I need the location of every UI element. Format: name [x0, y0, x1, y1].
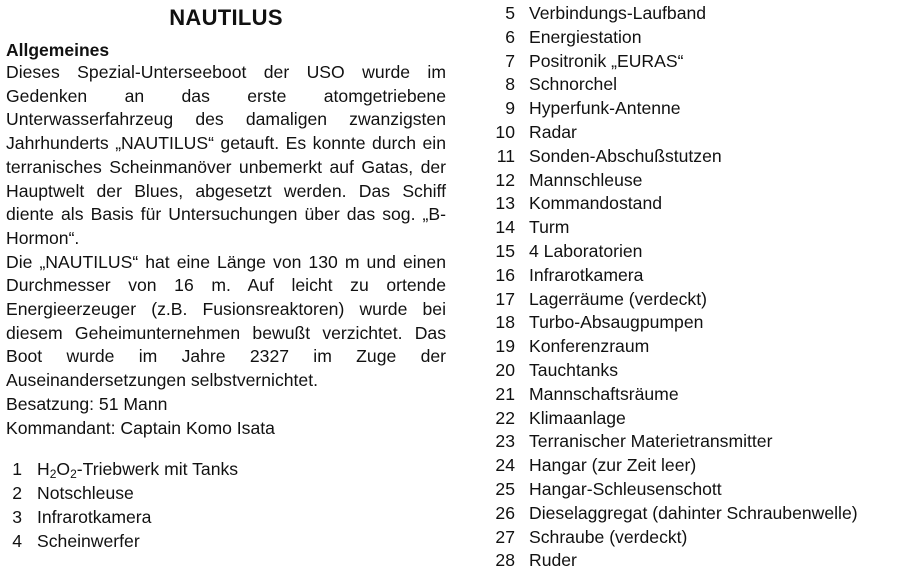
legend-number: 16	[495, 264, 515, 285]
legend-item	[483, 169, 919, 193]
legend-label: Energiestation	[529, 26, 642, 47]
legend-number: 21	[495, 383, 515, 404]
commander-info: Kommandant: Captain Komo Isata	[6, 417, 275, 438]
legend-label: 4 Laboratorien	[529, 240, 643, 261]
legend-item	[483, 216, 919, 240]
legend-number: 23	[495, 431, 515, 452]
legend-item	[6, 482, 446, 506]
legend-number: 25	[495, 478, 515, 499]
legend-item	[483, 502, 919, 526]
legend-label: Mannschleuse	[529, 169, 643, 190]
legend-item	[483, 335, 919, 359]
legend-item	[483, 240, 919, 264]
paragraph-specs: Die „NAUTILUS“ hat eine Länge von 130 m und einen Durchmesser von 16 m. Auf leicht zu ortende Energieerzeuger (z.B. Fusionsreaktoren) wurde bei diesem Geheimunternehmen bewußt verzichtet. Das Boot wurde im Jahre 2327 im Zuge der Auseinandersetzungen selbstvernichtet.	[6, 251, 446, 391]
legend-item	[483, 549, 919, 573]
legend-number: 7	[505, 50, 515, 71]
legend-label: Infrarotkamera	[529, 264, 644, 285]
legend-number: 3	[12, 506, 22, 527]
right-column	[483, 2, 919, 573]
legend-label: Schnorchel	[529, 74, 618, 95]
legend-label: Radar	[529, 121, 577, 142]
legend-label: Terranischer Materietransmitter	[529, 431, 773, 452]
legend-item	[6, 506, 446, 530]
legend-item	[483, 454, 919, 478]
legend-item	[483, 97, 919, 121]
legend-label: Kommandostand	[529, 193, 663, 214]
legend-number: 9	[505, 98, 515, 119]
legend-label: Positronik „EURAS“	[529, 50, 684, 71]
legend-number: 8	[505, 74, 515, 95]
description	[6, 61, 446, 393]
legend-number: 4	[12, 530, 22, 551]
legend-label: Turm	[529, 217, 570, 238]
legend-item	[483, 311, 919, 335]
legend-number: 1	[12, 459, 22, 480]
legend-number: 17	[495, 288, 515, 309]
legend-number: 24	[495, 455, 515, 476]
legend-item	[483, 73, 919, 97]
legend-number: 5	[505, 3, 515, 23]
legend-number: 19	[495, 336, 515, 357]
legend-number: 12	[495, 169, 515, 190]
legend-label: Ruder	[529, 550, 577, 571]
legend-label: Klimaanlage	[529, 407, 626, 428]
legend-label: Sonden-Abschußstutzen	[529, 145, 722, 166]
legend-item	[6, 530, 446, 554]
legend-item	[483, 50, 919, 74]
legend-item	[6, 458, 446, 482]
legend-number: 10	[495, 121, 515, 142]
legend-label: Dieselaggregat (dahinter Schraubenwelle)	[529, 502, 858, 523]
legend-item	[483, 264, 919, 288]
legend-number: 26	[495, 502, 515, 523]
legend-list-left	[6, 458, 446, 553]
legend-label: Scheinwerfer	[37, 530, 140, 551]
legend-label: $H_2O_2$-Triebwerk mit Tanks	[37, 459, 239, 482]
legend-number: 2	[12, 483, 22, 504]
legend-item	[483, 26, 919, 50]
legend-number: 11	[496, 145, 515, 166]
left-column	[6, 0, 446, 553]
legend-label: Notschleuse	[37, 483, 134, 504]
legend-label: Tauchtanks	[529, 359, 618, 380]
legend-number: 15	[495, 240, 515, 261]
legend-item	[483, 407, 919, 431]
legend-item	[483, 145, 919, 169]
legend-item	[483, 192, 919, 216]
legend-number: 27	[495, 526, 515, 547]
legend-label: Lagerräume (verdeckt)	[529, 288, 707, 309]
legend-label: Hangar-Schleusenschott	[529, 478, 722, 499]
legend-item	[483, 526, 919, 550]
legend-item	[483, 288, 919, 312]
paragraph-history: Dieses Spezial-Unterseeboot der USO wurde im Gedenken an das erste atomgetriebene Unterwasserfahrzeug des damaligen zwanzigsten Jahrhunderts „NAUTILUS“ getauft. Es konnte durch ein terranisches Scheinmanöver unbemerkt auf Gatas, der Hauptwelt der Blues, abgesetzt werden. Das Schiff diente als Basis für Untersuchungen über das sog. „B-Hormon“.	[6, 62, 446, 248]
legend-label: Infrarotkamera	[37, 506, 152, 527]
legend-number: 20	[495, 359, 515, 380]
legend-item	[483, 2, 919, 26]
page-title: NAUTILUS	[169, 5, 283, 30]
legend-item	[483, 359, 919, 383]
legend-list-right	[483, 2, 919, 573]
legend-label: Verbindungs-Laufband	[529, 3, 707, 23]
legend-item	[483, 478, 919, 502]
legend-number: 28	[495, 550, 515, 571]
legend-item	[483, 383, 919, 407]
legend-label: Hangar (zur Zeit leer)	[529, 455, 697, 476]
legend-item	[483, 121, 919, 145]
legend-number: 13	[495, 193, 515, 214]
legend-label: Turbo-Absaugpumpen	[529, 312, 704, 333]
legend-number: 18	[495, 312, 515, 333]
legend-item	[483, 430, 919, 454]
crew-info: Besatzung: 51 Mann	[6, 393, 168, 414]
legend-number: 22	[495, 407, 515, 428]
legend-label: Mannschaftsräume	[529, 383, 679, 404]
legend-label: Schraube (verdeckt)	[529, 526, 688, 547]
legend-label: Hyperfunk-Antenne	[529, 98, 681, 119]
legend-number: 14	[495, 217, 515, 238]
section-heading: Allgemeines	[6, 40, 110, 60]
legend-number: 6	[505, 26, 515, 47]
legend-label: Konferenzraum	[529, 336, 650, 357]
